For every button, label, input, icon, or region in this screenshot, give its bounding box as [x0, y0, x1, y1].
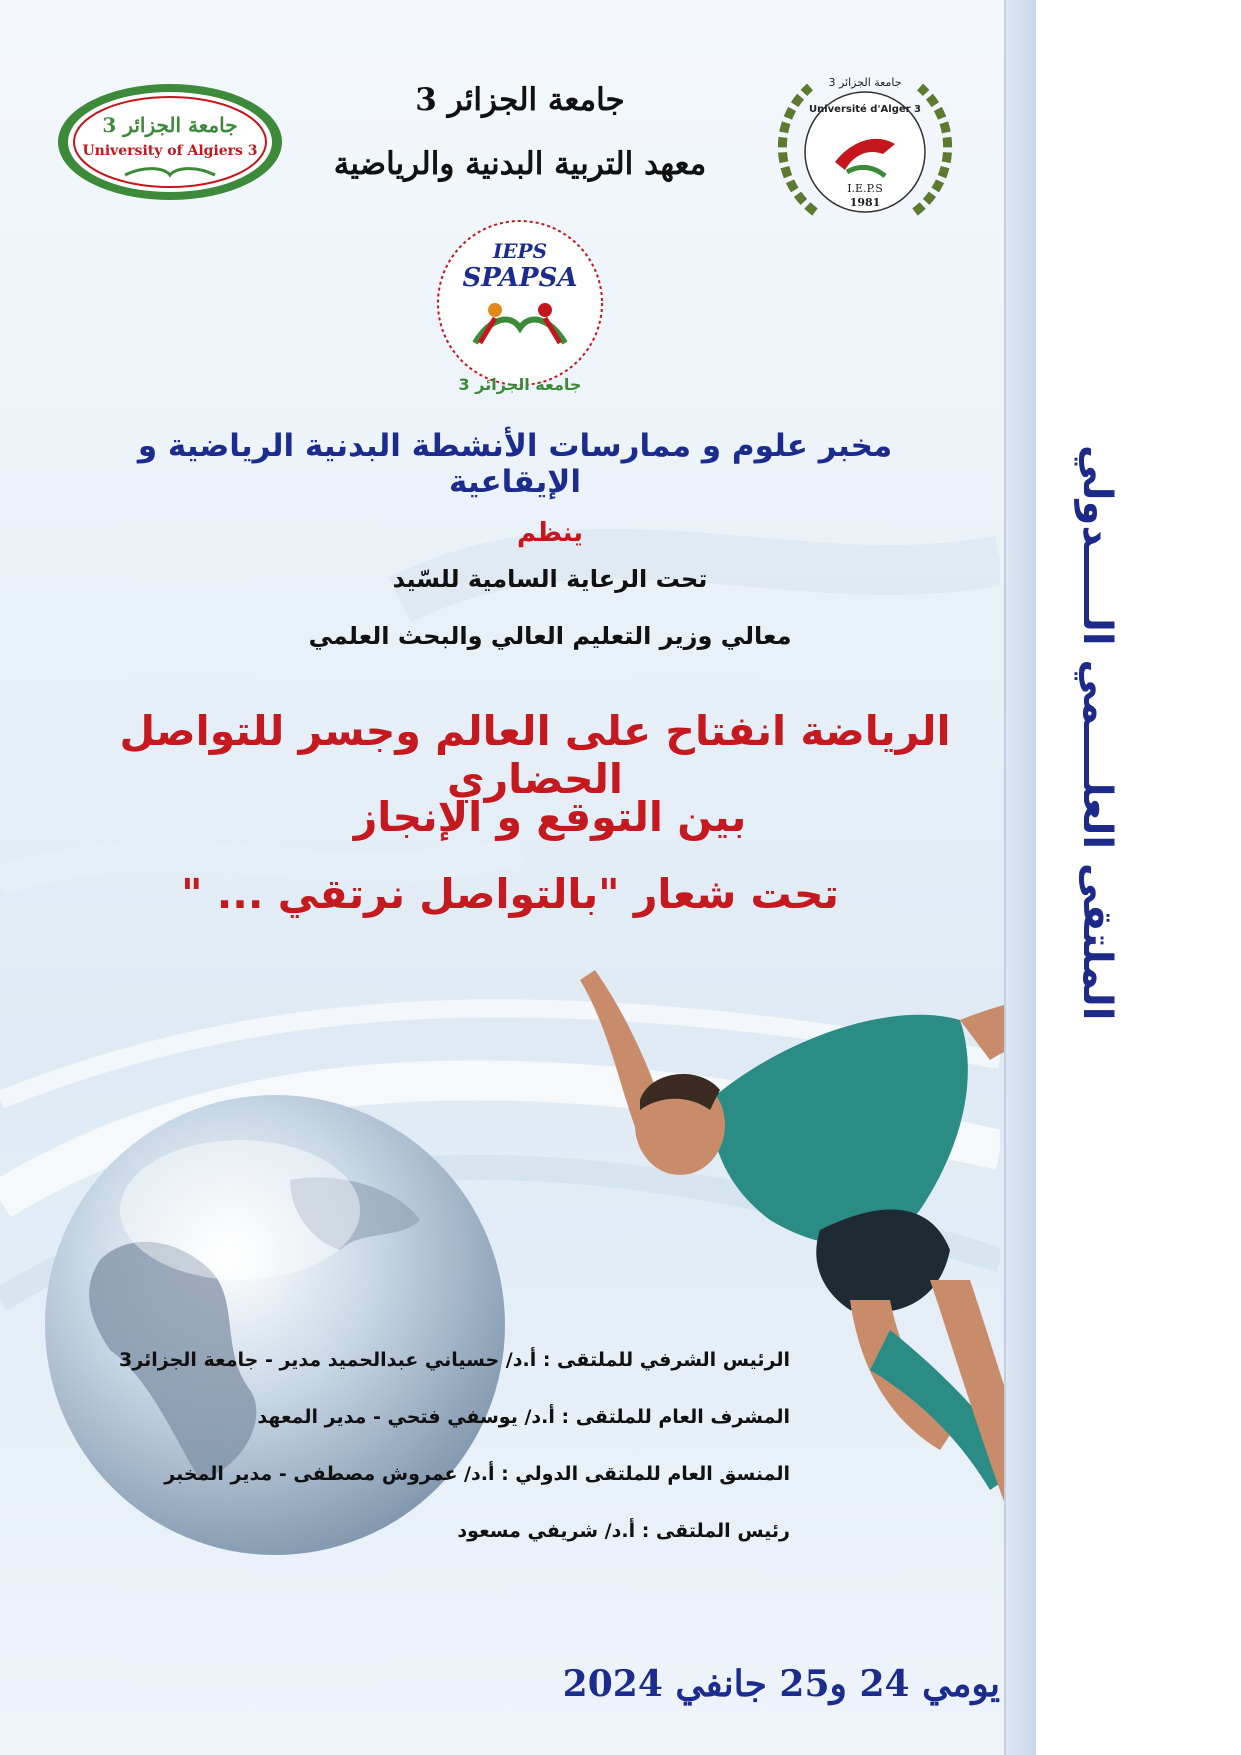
- organizes-label: ينظم: [516, 518, 584, 548]
- side-panel: [1036, 0, 1241, 1755]
- university-name: جامعة الجزائر 3: [415, 82, 625, 118]
- official-general-coordinator: المنسق العام للملتقى الدولي : أ.د/ عمروش مصطفى - مدير المخبر: [164, 1463, 790, 1485]
- official-conference-chair: رئيس الملتقى : أ.د/ شريفي مسعود: [457, 1520, 790, 1542]
- ieps-logo-name: I.E.P.S: [847, 182, 883, 195]
- ieps-logo-year: 1981: [849, 196, 881, 209]
- institute-name: معهد التربية البدنية والرياضية: [333, 146, 707, 182]
- laboratory-name: مخبر علوم و ممارسات الأنشطة البدنية الرياضية و الإيقاعية: [137, 428, 893, 500]
- university-logo-latin: University of Algiers 3: [82, 143, 258, 159]
- minister-line: معالي وزير التعليم العالي والبحث العلمي: [308, 622, 792, 650]
- official-general-supervisor: المشرف العام للملتقى : أ.د/ يوسفي فتحي - مدير المعهد: [257, 1406, 790, 1428]
- spapsa-logo-top: IEPS: [492, 239, 548, 263]
- university-logo: [55, 80, 285, 205]
- spapsa-logo-bottom: جامعة الجزائر 3: [458, 375, 582, 394]
- ieps-logo-top: جامعة الجزائر 3: [828, 76, 902, 89]
- university-logo-arabic: جامعة الجزائر 3: [102, 113, 238, 137]
- spapsa-logo-name: SPAPSA: [462, 263, 578, 293]
- patronage-line: تحت الرعاية السامية للسّيد: [392, 565, 708, 593]
- event-date: يومي 24 و25 جانفي 2024: [562, 1663, 1000, 1705]
- ieps-logo-latin: Université d'Alger 3: [808, 104, 922, 115]
- side-title: الملتقى العلــــمي الـــــدولي: [1074, 444, 1120, 1020]
- ieps-logo: [755, 72, 975, 232]
- officials-list: [20, 1345, 790, 1573]
- spapsa-logo: [420, 218, 620, 398]
- side-strip: [1004, 0, 1038, 1755]
- theme-line-1: الرياضة انفتاح على العالم وجسر للتواصل الحضاري: [119, 707, 951, 803]
- theme-line-3: تحت شعار "بالتواصل نرتقي ... ": [181, 870, 839, 918]
- theme-line-2: بين التوقع و الإنجاز: [353, 793, 747, 841]
- official-honorary-chair: الرئيس الشرفي للملتقى : أ.د/ حسياني عبدالحميد مدير - جامعة الجزائر3: [119, 1349, 790, 1371]
